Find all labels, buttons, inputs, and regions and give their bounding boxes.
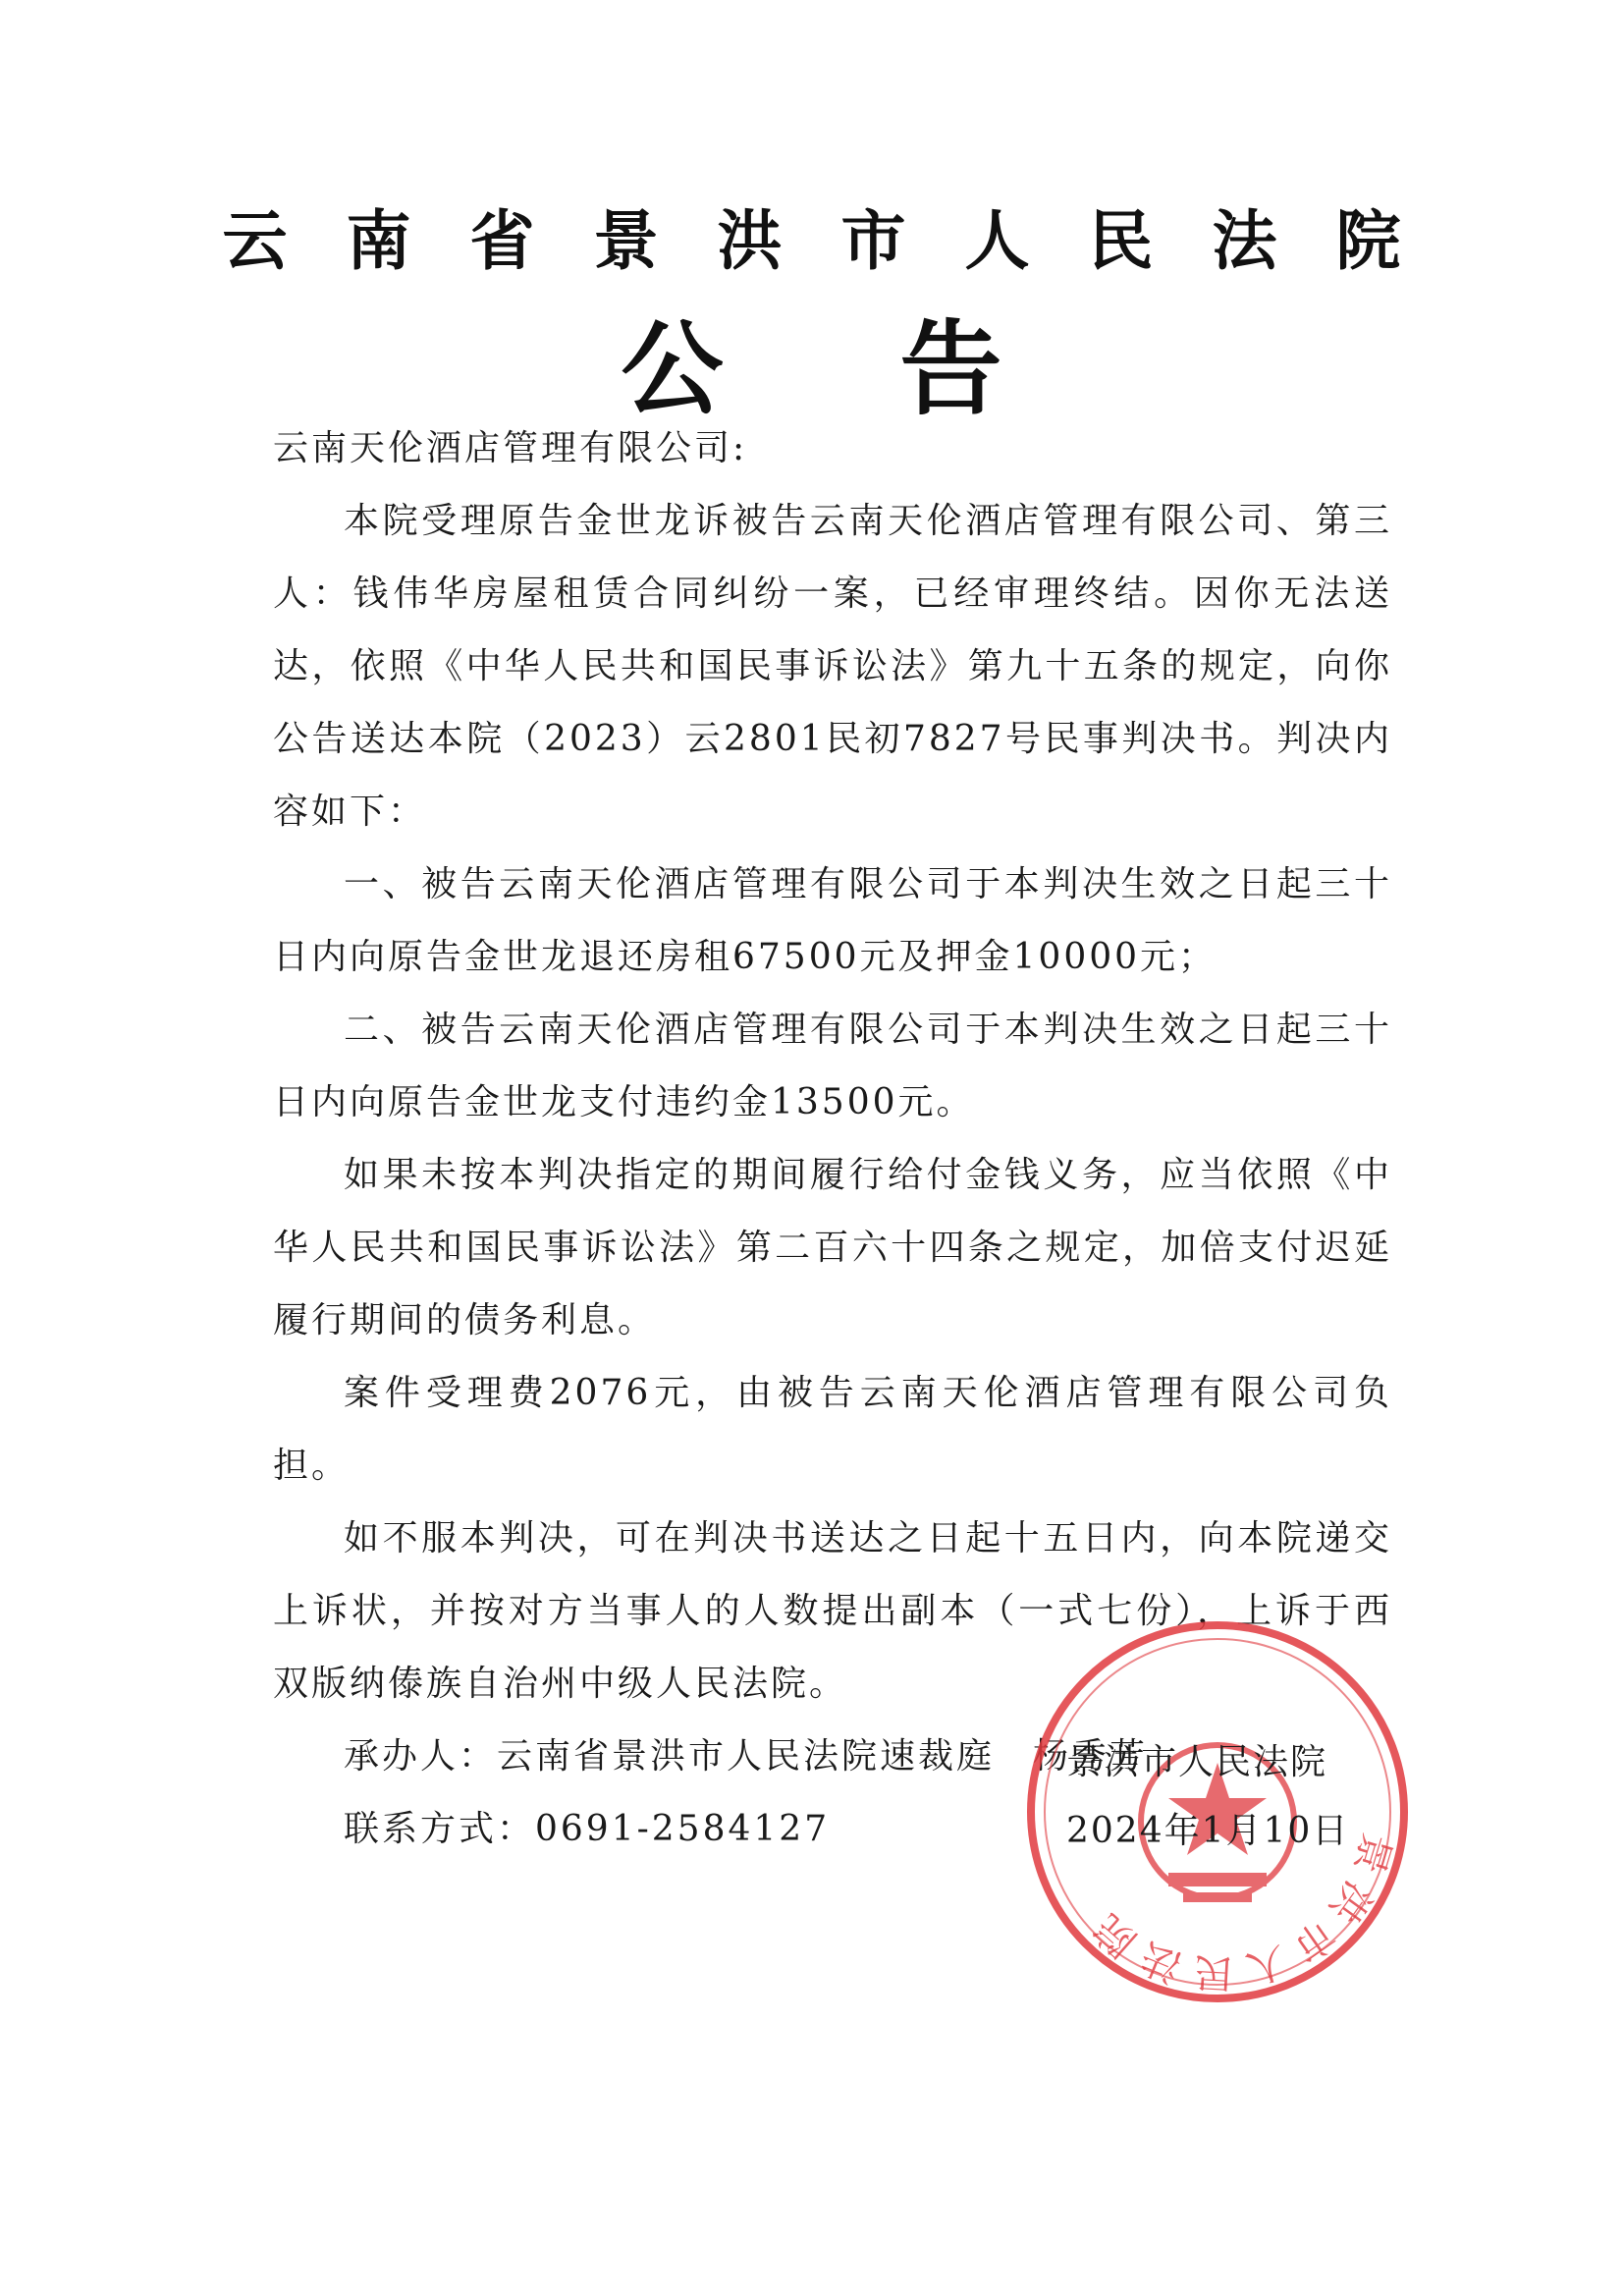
paragraph-intro: 本院受理原告金世龙诉被告云南天伦酒店管理有限公司、第三人：钱伟华房屋租赁合同纠纷一案，已经审理终结。因你无法送达，依照《中华人民共和国民事诉讼法》第九十五条的规定，向你公告送达本院（2023）云2801民初7827号民事判决书。判决内容如下： [273, 501, 1392, 832]
signature-org: 景洪市人民法院 [1066, 1742, 1328, 1782]
handler-line: 承办人：云南省景洪市人民法院速裁庭 杨秀芳 [344, 1736, 1149, 1777]
court-name: 云南省景洪市人民法院 [222, 203, 1460, 279]
paragraph-fee: 案件受理费2076元，由被告云南天伦酒店管理有限公司负担。 [273, 1373, 1392, 1486]
contact-line: 联系方式：0691-2584127 [344, 1809, 831, 1849]
judgment-item-1: 一、被告云南天伦酒店管理有限公司于本判决生效之日起三十日内向原告金世龙退还房租67500元及押金10000元； [273, 864, 1392, 977]
document-title: 公告 [621, 309, 1179, 429]
addressee: 云南天伦酒店管理有限公司: [273, 428, 748, 468]
paragraph-appeal: 如不服本判决，可在判决书送达之日起十五日内，向本院递交上诉状，并按对方当事人的人数提出副本（一式七份），上诉于西双版纳傣族自治州中级人民法院。 [273, 1518, 1392, 1704]
judgment-item-2: 二、被告云南天伦酒店管理有限公司于本判决生效之日起三十日内向原告金世龙支付违约金13500元。 [273, 1010, 1392, 1122]
signature-date: 2024年1月10日 [1066, 1811, 1350, 1851]
paragraph-interest: 如果未按本判决指定的期间履行给付金钱义务，应当依照《中华人民共和国民事诉讼法》第二百六十四条之规定，加倍支付迟延履行期间的债务利息。 [273, 1155, 1392, 1340]
svg-text:景洪市人民法院: 景洪市人民法院 [1078, 1828, 1400, 1996]
